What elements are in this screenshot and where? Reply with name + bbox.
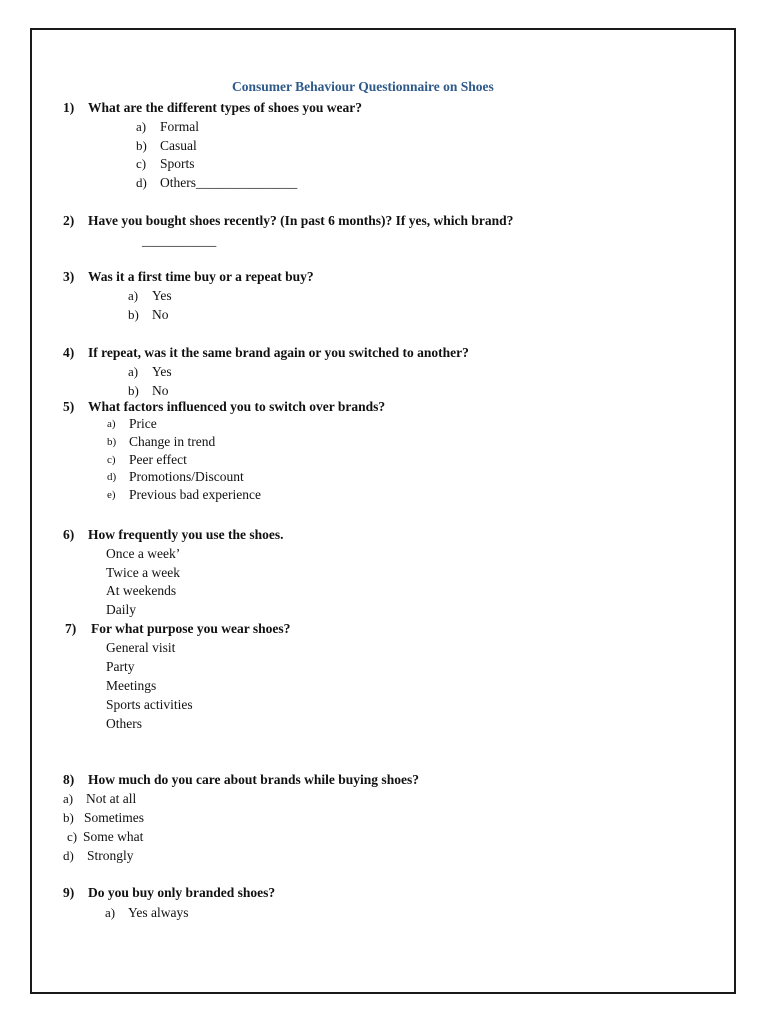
question-2-text: Have you bought shoes recently? (In past 6 months)? If yes, which brand? [88, 213, 514, 228]
q8-option-d: Strongly [87, 848, 134, 863]
q5-option-d: Promotions/Discount [129, 469, 244, 484]
question-1-number: 1) [63, 100, 75, 115]
question-1-text: What are the different types of shoes you wear? [88, 100, 362, 115]
question-4-number: 4) [63, 345, 75, 360]
q5-option-c-marker: c) [107, 454, 116, 466]
q1-option-c-marker: c) [136, 156, 147, 171]
question-8-number: 8) [63, 772, 75, 787]
q5-option-b-marker: b) [107, 436, 117, 448]
q6-option-4: Daily [106, 602, 136, 617]
q6-option-2: Twice a week [106, 565, 181, 580]
q4-option-a: Yes [152, 364, 172, 379]
q3-option-a: Yes [152, 288, 172, 303]
question-2-number: 2) [63, 213, 75, 228]
q8-option-c: Some what [83, 829, 144, 844]
q8-option-d-marker: d) [63, 848, 74, 863]
question-9-number: 9) [63, 885, 75, 900]
page-border [30, 28, 736, 994]
q1-option-b-marker: b) [136, 138, 147, 153]
question-7-number: 7) [65, 621, 77, 636]
q5-option-d-marker: d) [107, 471, 117, 483]
q4-option-b-marker: b) [128, 383, 139, 398]
q4-option-b: No [152, 383, 169, 398]
q6-option-1: Once a week’ [106, 546, 181, 561]
q5-option-a: Price [129, 416, 157, 431]
question-3-number: 3) [63, 269, 75, 284]
question-7-text: For what purpose you wear shoes? [91, 621, 291, 636]
q1-option-d-marker: d) [136, 175, 147, 190]
question-9-text: Do you buy only branded shoes? [88, 885, 276, 900]
q8-option-a: Not at all [86, 791, 137, 806]
q7-option-2: Party [106, 659, 135, 674]
q5-option-e-marker: e) [107, 489, 116, 501]
question-5-number: 5) [63, 399, 75, 414]
q8-option-a-marker: a) [63, 791, 74, 806]
q6-option-3: At weekends [106, 583, 177, 598]
question-8-text: How much do you care about brands while buying shoes? [88, 772, 419, 787]
q8-option-b: Sometimes [84, 810, 144, 825]
q7-option-4: Sports activities [106, 697, 193, 712]
q5-option-b: Change in trend [129, 434, 216, 449]
q7-option-5: Others [106, 716, 142, 731]
q1-option-b: Casual [160, 138, 197, 153]
q5-option-e: Previous bad experience [129, 487, 261, 502]
q3-option-b-marker: b) [128, 307, 139, 322]
q1-option-a-marker: a) [136, 119, 147, 134]
question-4-text: If repeat, was it the same brand again or you switched to another? [88, 345, 469, 360]
q3-option-b: No [152, 307, 169, 322]
q7-option-1: General visit [106, 640, 176, 655]
q4-option-a-marker: a) [128, 364, 139, 379]
question-6-text: How frequently you use the shoes. [88, 527, 284, 542]
q8-option-c-marker: c) [67, 829, 78, 844]
question-3-text: Was it a first time buy or a repeat buy? [88, 269, 314, 284]
q7-option-3: Meetings [106, 678, 157, 693]
q5-option-c: Peer effect [129, 452, 187, 467]
question-5-text: What factors influenced you to switch over brands? [88, 399, 386, 414]
question-6-number: 6) [63, 527, 75, 542]
q1-option-c: Sports [160, 156, 195, 171]
q2-brand-blank: ___________ [142, 233, 217, 248]
q1-option-d: Others_______________ [160, 175, 298, 190]
q3-option-a-marker: a) [128, 288, 139, 303]
q9-option-a: Yes always [128, 905, 189, 920]
q1-option-a: Formal [160, 119, 199, 134]
q9-option-a-marker: a) [105, 905, 116, 920]
q8-option-b-marker: b) [63, 810, 74, 825]
document-title: Consumer Behaviour Questionnaire on Shoes [232, 79, 494, 94]
q5-option-a-marker: a) [107, 418, 116, 430]
